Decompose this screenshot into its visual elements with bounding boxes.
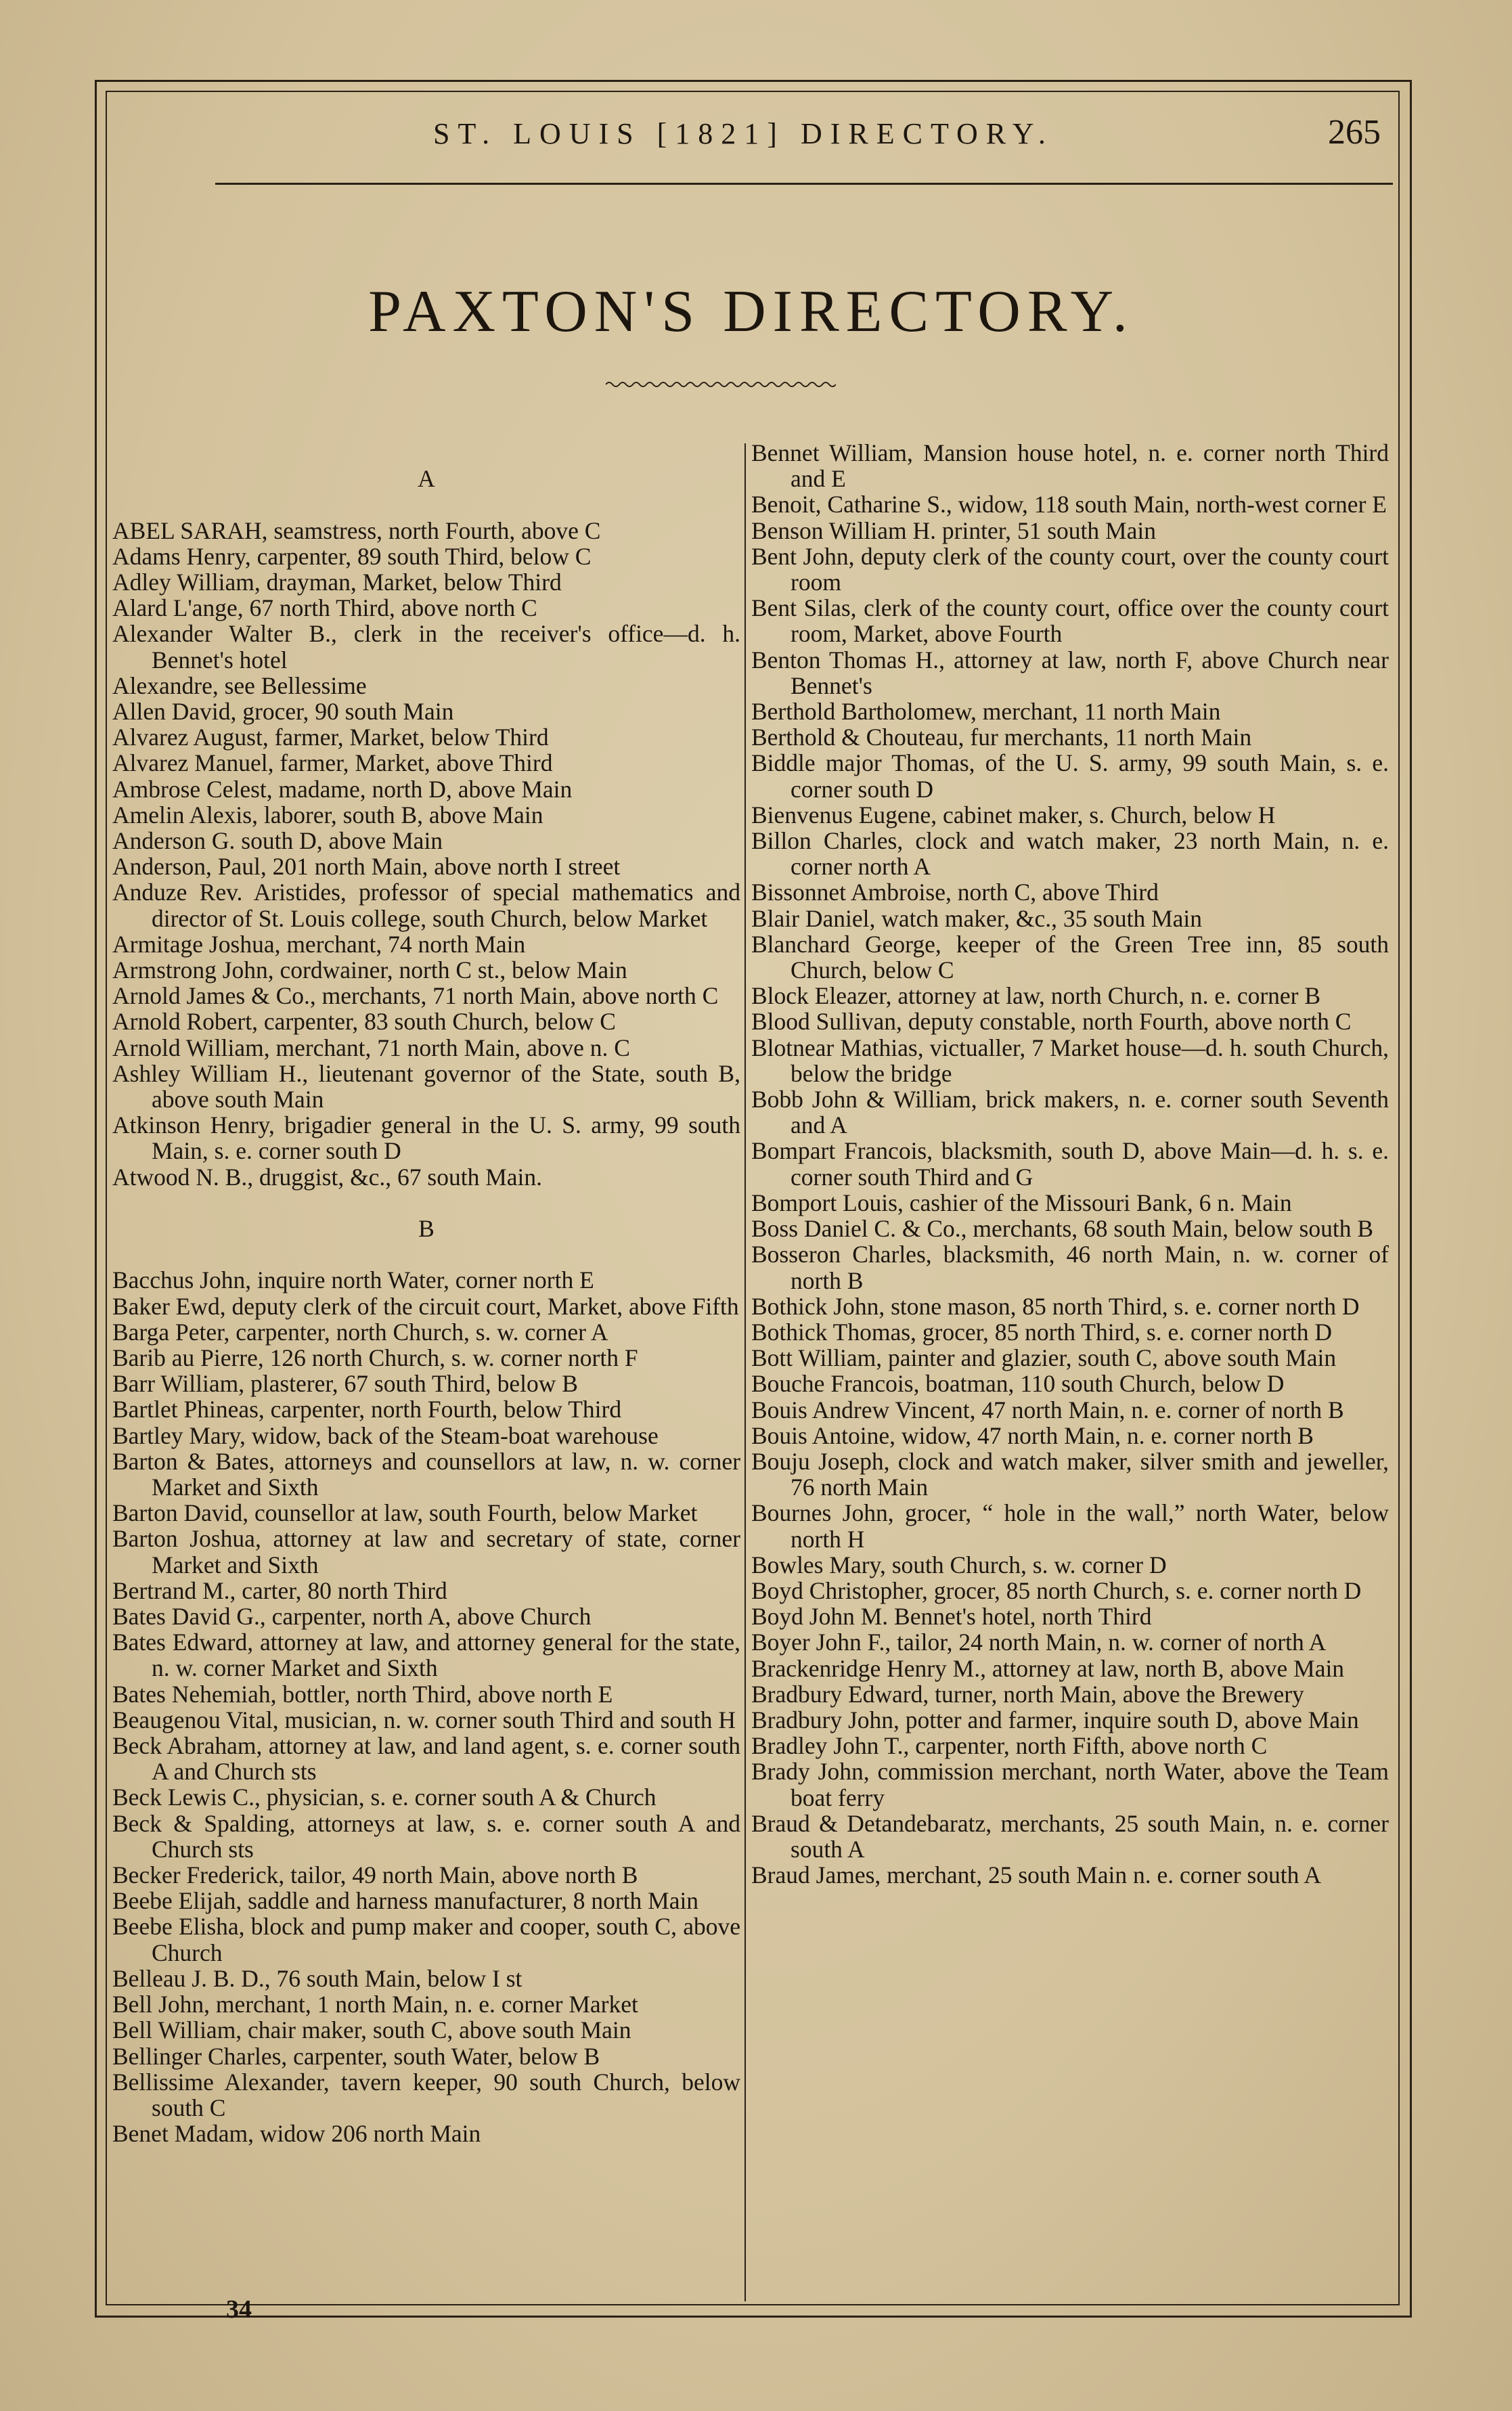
directory-entry: Bouis Andrew Vincent, 47 north Main, n. e. corner of north B (751, 1396, 1344, 1423)
directory-entry: Alexandre, see Bellessime (112, 671, 367, 699)
column-divider (744, 443, 746, 2301)
directory-entry: Benet Madam, widow 206 north Main (112, 2120, 481, 2148)
directory-entry: Bates Edward, attorney at law, and attorney general for the state, n. w. corner Market and Sixth (112, 1629, 740, 1682)
directory-entry: Arnold William, merchant, 71 north Main, above n. C (112, 1034, 630, 1061)
directory-entry: Boyd John M. Bennet's hotel, north Third (751, 1603, 1152, 1631)
directory-entry: Bouis Antoine, widow, 47 north Main, n. e. corner north B (751, 1421, 1314, 1449)
directory-entry: Bothick John, stone mason, 85 north Third, s. e. corner north D (751, 1292, 1360, 1320)
directory-entry: Barton & Bates, attorneys and counsellors at law, n. w. corner Market and Sixth (112, 1447, 740, 1501)
directory-entry: Billon Charles, clock and watch maker, 23 north Main, n. e. corner north A (751, 827, 1389, 881)
running-title: ST. LOUIS [1821] DIRECTORY. (433, 117, 1054, 150)
directory-entry: Ashley William H., lieutenant governor of the State, south B, above south Main (112, 1059, 740, 1113)
directory-entry: Bartlet Phineas, carpenter, north Fourth, below Third (112, 1396, 622, 1423)
page-number: 265 (1328, 113, 1381, 152)
directory-entry: Berthold & Chouteau, fur merchants, 11 north Main (751, 724, 1252, 751)
directory-entry: Allen David, grocer, 90 south Main (112, 697, 454, 725)
directory-entry: Bell John, merchant, 1 north Main, n. e. corner Market (112, 1991, 638, 2018)
directory-entry: Bothick Thomas, grocer, 85 north Third, s. e. corner north D (751, 1318, 1332, 1346)
entries-right (751, 440, 1389, 1888)
directory-entry: Barr William, plasterer, 67 south Third, below B (112, 1370, 578, 1398)
directory-entry: Adams Henry, carpenter, 89 south Third, below C (112, 542, 592, 570)
directory-entry: Bent John, deputy clerk of the county court, over the county court room (751, 542, 1389, 596)
directory-entry: Bates Nehemiah, bottler, north Third, above north E (112, 1680, 613, 1708)
directory-entry: Braud & Detandebaratz, merchants, 25 south Main, n. e. corner south A (751, 1809, 1389, 1863)
directory-entry: Boyer John F., tailor, 24 north Main, n. w. corner of north A (751, 1629, 1327, 1656)
directory-entry: Bertrand M., carter, 80 north Third (112, 1576, 447, 1604)
directory-entry: Bouju Joseph, clock and watch maker, silver smith and jeweller, 76 north Main (751, 1447, 1389, 1501)
left-column (112, 440, 740, 2146)
directory-entry: Bates David G., carpenter, north A, above Church (112, 1603, 592, 1631)
directory-entry: Benton Thomas H., attorney at law, north F, above Church near Bennet's (751, 646, 1389, 699)
directory-entry: Barton Joshua, attorney at law and secretary of state, corner Market and Sixth (112, 1525, 740, 1578)
directory-entry: Anduze Rev. Aristides, professor of special mathematics and director of St. Louis college, south Church, below Market (112, 879, 740, 932)
directory-entry: Alexander Walter B., clerk in the receiver's office—d. h. Bennet's hotel (112, 620, 740, 673)
directory-entry: Boss Daniel C. & Co., merchants, 68 south Main, below south B (751, 1215, 1374, 1243)
directory-entry: Alvarez Manuel, farmer, Market, above Third (112, 749, 553, 777)
directory-entry: Bradbury John, potter and farmer, inquire south D, above Main (751, 1706, 1359, 1733)
directory-entry: Block Eleazer, attorney at law, north Church, n. e. corner B (751, 982, 1321, 1010)
directory-entry: Bradbury Edward, turner, north Main, above the Brewery (751, 1680, 1304, 1708)
directory-entry: Bosseron Charles, blacksmith, 46 north Main, n. w. corner of north B (751, 1241, 1389, 1294)
directory-entry: Bellinger Charles, carpenter, south Water, below B (112, 2042, 600, 2070)
entries-b (112, 1267, 740, 2146)
directory-entry: Beaugenou Vital, musician, n. w. corner south Third and south H (112, 1706, 736, 1733)
directory-entry: Barib au Pierre, 126 north Church, s. w. corner north F (112, 1344, 638, 1372)
directory-entry: Bennet William, Mansion house hotel, n. e. corner north Third and E (751, 439, 1389, 493)
directory-entry: Bobb John & William, brick makers, n. e. corner south Seventh and A (751, 1086, 1389, 1139)
directory-entry: Ambrose Celest, madame, north D, above Main (112, 775, 573, 803)
directory-entry: Armstrong John, cordwainer, north C st., below Main (112, 956, 627, 984)
directory-entry: Beebe Elijah, saddle and harness manufacturer, 8 north Main (112, 1887, 699, 1915)
directory-entry: Beck Abraham, attorney at law, and land agent, s. e. corner south A and Church sts (112, 1732, 740, 1786)
section-heading-a: A (418, 465, 435, 493)
directory-entry: Bournes John, grocer, “ hole in the wall,” north Water, below north H (751, 1499, 1389, 1553)
page-title: PAXTON'S DIRECTORY. (368, 279, 1134, 345)
directory-entry: Barga Peter, carpenter, north Church, s. w. corner A (112, 1318, 608, 1346)
directory-entry: Armitage Joshua, merchant, 74 north Main (112, 930, 526, 958)
directory-entry: Bacchus John, inquire north Water, corner north E (112, 1266, 594, 1294)
directory-entry: Anderson G. south D, above Main (112, 827, 443, 854)
directory-entry: Anderson, Paul, 201 north Main, above north I street (112, 853, 621, 881)
directory-entry: ABEL SARAH, seamstress, north Fourth, above C (112, 516, 601, 544)
directory-entry: Bott William, painter and glazier, south C, above south Main (751, 1344, 1337, 1372)
directory-entry: Bouche Francois, boatman, 110 south Church, below D (751, 1370, 1285, 1398)
directory-entry: Brackenridge Henry M., attorney at law, north B, above Main (751, 1654, 1345, 1682)
directory-entry: Alard L'ange, 67 north Third, above north C (112, 594, 537, 622)
directory-entry: Bell William, chair maker, south C, above south Main (112, 2016, 631, 2044)
directory-entry: Arnold James & Co., merchants, 71 north Main, above north C (112, 982, 719, 1010)
directory-entry: Braud James, merchant, 25 south Main n. e. corner south A (751, 1861, 1321, 1889)
directory-entry: Biddle major Thomas, of the U. S. army, 99 south Main, s. e. corner south D (751, 749, 1389, 803)
directory-entry: Atwood N. B., druggist, &c., 67 south Main. (112, 1163, 543, 1191)
directory-entry: Beebe Elisha, block and pump maker and cooper, south C, above Church (112, 1913, 740, 1966)
directory-entry: Bompart Francois, blacksmith, south D, above Main—d. h. s. e. corner south Third and G (751, 1137, 1389, 1191)
signature-mark: 34 (226, 2295, 252, 2324)
directory-entry: Benoit, Catharine S., widow, 118 south Main, north-west corner E (751, 491, 1387, 518)
directory-entry: Blair Daniel, watch maker, &c., 35 south Main (751, 904, 1203, 932)
directory-entry: Beck Lewis C., physician, s. e. corner south A & Church (112, 1784, 657, 1811)
directory-entry: Bartley Mary, widow, back of the Steam-boat warehouse (112, 1421, 659, 1449)
directory-entry: Bradley John T., carpenter, north Fifth, above north C (751, 1732, 1268, 1760)
directory-entry: Belleau J. B. D., 76 south Main, below I st (112, 1964, 522, 1992)
directory-entry: Blotnear Mathias, victualler, 7 Market house—d. h. south Church, below the bridge (751, 1034, 1389, 1087)
directory-entry: Arnold Robert, carpenter, 83 south Church, below C (112, 1008, 616, 1036)
entries-a (112, 518, 740, 1190)
header-rule (215, 183, 1393, 185)
directory-entry: Becker Frederick, tailor, 49 north Main, above north B (112, 1861, 638, 1889)
directory-entry: Amelin Alexis, laborer, south B, above Main (112, 801, 543, 828)
directory-entry: Bellissime Alexander, tavern keeper, 90 south Church, below south C (112, 2068, 740, 2121)
directory-entry: Blanchard George, keeper of the Green Tree inn, 85 south Church, below C (751, 930, 1389, 984)
decorative-rule (606, 376, 836, 393)
directory-entry: Barton David, counsellor at law, south Fourth, below Market (112, 1499, 698, 1527)
directory-entry: Baker Ewd, deputy clerk of the circuit court, Market, above Fifth (112, 1292, 739, 1320)
directory-entry: Bowles Mary, south Church, s. w. corner D (751, 1551, 1167, 1578)
directory-entry: Boyd Christopher, grocer, 85 north Church, s. e. corner north D (751, 1576, 1362, 1604)
directory-entry: Benson William H. printer, 51 south Main (751, 516, 1156, 544)
directory-entry: Atkinson Henry, brigadier general in the U. S. army, 99 south Main, s. e. corner south D (112, 1111, 740, 1165)
directory-entry: Alvarez August, farmer, Market, below Third (112, 724, 549, 751)
directory-entry: Bissonnet Ambroise, north C, above Third (751, 879, 1159, 906)
running-head (108, 108, 1394, 162)
directory-entry: Blood Sullivan, deputy constable, north Fourth, above north C (751, 1008, 1352, 1036)
directory-entry: Bomport Louis, cashier of the Missouri Bank, 6 n. Main (751, 1189, 1292, 1216)
directory-entry: Berthold Bartholomew, merchant, 11 north Main (751, 698, 1221, 726)
directory-entry: Bent Silas, clerk of the county court, office over the county court room, Market, above Fourth (751, 594, 1389, 648)
directory-entry: Beck & Spalding, attorneys at law, s. e. corner south A and Church sts (112, 1809, 740, 1863)
directory-entry: Adley William, drayman, Market, below Third (112, 568, 562, 596)
directory-entry: Bienvenus Eugene, cabinet maker, s. Church, below H (751, 801, 1276, 828)
section-heading-b: B (418, 1215, 435, 1243)
right-column (751, 440, 1389, 1888)
directory-entry: Brady John, commission merchant, north Water, above the Team boat ferry (751, 1758, 1389, 1811)
